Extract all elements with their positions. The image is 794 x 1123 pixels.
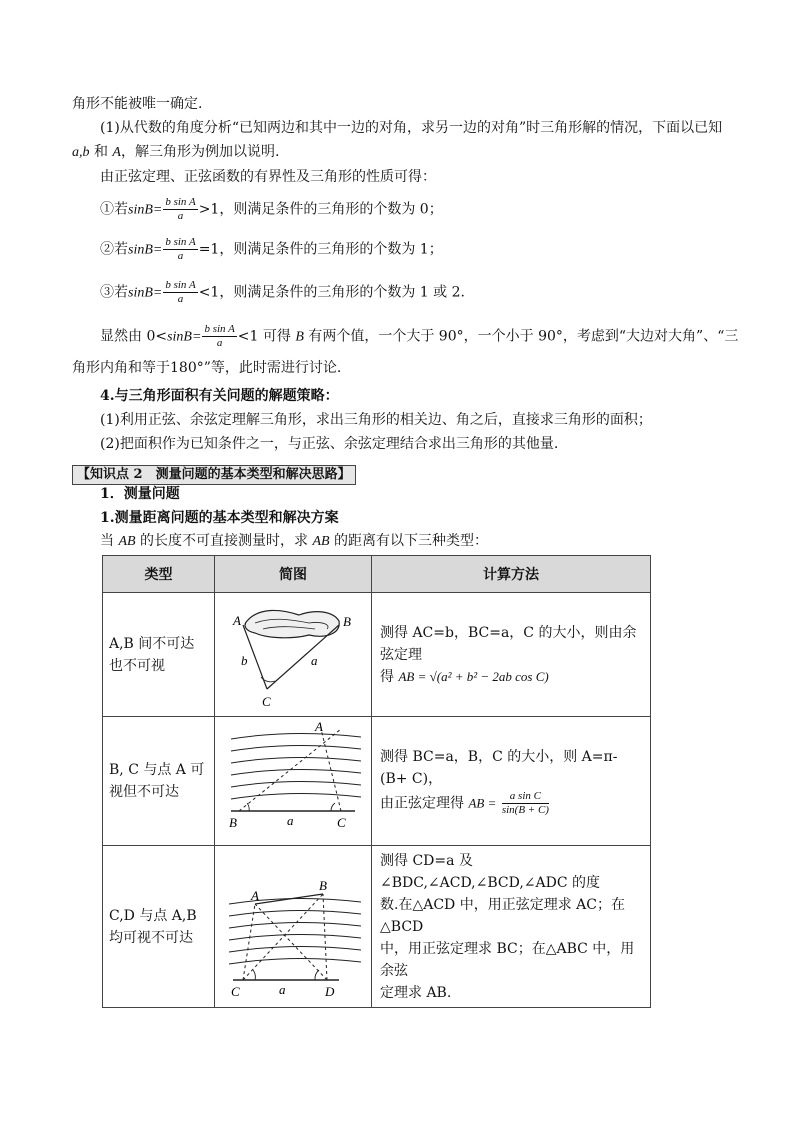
table-row: [103, 717, 651, 846]
fraction-b-sin-a-over-a: $\frac{\text{b sin A}}{a}$: [204, 323, 235, 349]
label-a: a: [287, 813, 294, 828]
figure-cell: [215, 846, 372, 1008]
measurement-subtitle: 1．测量问题: [100, 486, 180, 502]
label-C: C: [337, 815, 346, 830]
sight-line-DA: [255, 904, 327, 980]
label-b: b: [241, 653, 248, 668]
method-cell: 测得 CD=a 及∠BDC,∠ACD,∠BCD,∠ADC 的度 数.在△ACD 中，用正弦定理求 AC；在△BCD 中，用正弦定理求 BC；在△ABC 中，用余弦 定理求 AB.: [372, 846, 651, 1008]
method-cell: 测得 BC=a，B，C 的大小，则 A=π-(B+ C)， 由正弦定理得 AB = $\frac{\text{a sin C}}{\sin(B + C)}$: [372, 717, 651, 846]
label-B: B: [229, 815, 237, 830]
intro-line-3: a,b 和 A，解三角形为例加以说明.: [72, 144, 280, 160]
row-type: A,B 间不可达 也不可视: [103, 593, 215, 717]
angle-B-arc: [247, 803, 249, 811]
sight-line-DB: [323, 894, 327, 980]
figure-cell: [215, 593, 372, 717]
fraction-b-sin-a-over-a: $\frac{\text{b sin A}}{a}$: [165, 236, 196, 262]
row-type: C,D 与点 A,B 均可视不可达: [103, 846, 215, 1008]
angle-C-arc: [253, 970, 255, 980]
label-A: A: [251, 888, 259, 903]
label-D: D: [325, 984, 335, 999]
intro-line-2: (1)从代数的角度分析“已知两边和其中一边的对角，求另一边的对角”时三角形解的情况，下面以已知: [100, 120, 723, 136]
distance-intro: 当 AB 的长度不可直接测量时，求 AB 的距离有以下三种类型：: [100, 533, 489, 549]
paragraph-discussion: 显然由 0<sinB= $\frac{\text{b sin A}}{a}$ <1 可得 B 有两个值，一个大于 90°，一个小于 90°，考虑到“大边对大角”、“三: [100, 323, 739, 349]
method-cell: 测得 AC=b，BC=a，C 的大小，则由余弦定理 得 AB = √(a² + b² − 2ab cos C): [372, 593, 651, 717]
angle-C-arc: [331, 803, 335, 811]
var-A: A: [112, 145, 121, 160]
diagram-river-triangle: [215, 717, 371, 841]
cosine-law-formula: AB = √(a² + b² − 2ab cos C): [398, 668, 549, 684]
header-figure: 简图: [215, 556, 372, 593]
label-B: B: [343, 614, 351, 629]
label-a: a: [279, 982, 286, 997]
table-row: [103, 846, 651, 1008]
var-ab: a,b: [72, 145, 90, 160]
river-lines: [231, 733, 361, 799]
case-3: ③若sinB= $\frac{\text{b sin A}}{a}$ <1，则满足条件的三角形的个数为 1 或 2.: [100, 279, 465, 305]
label-C: C: [262, 694, 271, 709]
label-C: C: [231, 984, 240, 999]
fraction-b-sin-a-over-a: $\frac{\text{b sin A}}{a}$: [165, 279, 196, 305]
figure-cell: [215, 717, 372, 846]
section-4-item-2: (2)把面积作为已知条件之一，与正弦、余弦定理结合求出三角形的其他量.: [100, 436, 559, 452]
section-4-title: 4.与三角形面积有关问题的解题策略：: [100, 388, 339, 404]
label-A: A: [233, 613, 241, 628]
row-type: B, C 与点 A 可 视但不可达: [103, 717, 215, 846]
label-B: B: [319, 878, 327, 893]
diagram-lake-triangle: [215, 593, 371, 712]
fraction-b-sin-a-over-a: $\frac{\text{b sin A}}{a}$: [165, 196, 196, 222]
label-a: a: [311, 653, 318, 668]
table-header-row: [103, 556, 651, 593]
case-2: ②若sinB= $\frac{\text{b sin A}}{a}$ =1，则满足条件的三角形的个数为 1；: [100, 236, 443, 262]
knowledge-point-header: 【知识点 2 测量问题的基本类型和解决思路】: [72, 465, 356, 485]
sight-line-CA: [243, 904, 255, 980]
paragraph-discussion-cont: 角形内角和等于180°”等，此时需进行讨论.: [72, 360, 342, 376]
sine-law-fraction: $\frac{\text{a sin C}}{\sin(B + C)}$: [501, 789, 549, 816]
label-A: A: [315, 719, 323, 734]
header-method: 计算方法: [372, 556, 651, 593]
distance-subtitle: 1.测量距离问题的基本类型和解决方案: [100, 510, 339, 526]
case-1: ①若sinB= $\frac{\text{b sin A}}{a}$ >1，则满足条件的三角形的个数为 0；: [100, 196, 443, 222]
header-type: 类型: [103, 556, 215, 593]
diagram-quadrilateral: [215, 846, 371, 1003]
intro-line-4: 由正弦定理、正弦函数的有界性及三角形的性质可得：: [100, 169, 436, 185]
table-row: [103, 593, 651, 717]
river-lines: [229, 898, 361, 964]
section-4-item-1: (1)利用正弦、余弦定理解三角形，求出三角形的相关边、角之后，直接求三角形的面积；: [100, 412, 652, 428]
measurement-table: [102, 555, 651, 1008]
intro-line-1: 角形不能被唯一确定.: [72, 96, 203, 112]
